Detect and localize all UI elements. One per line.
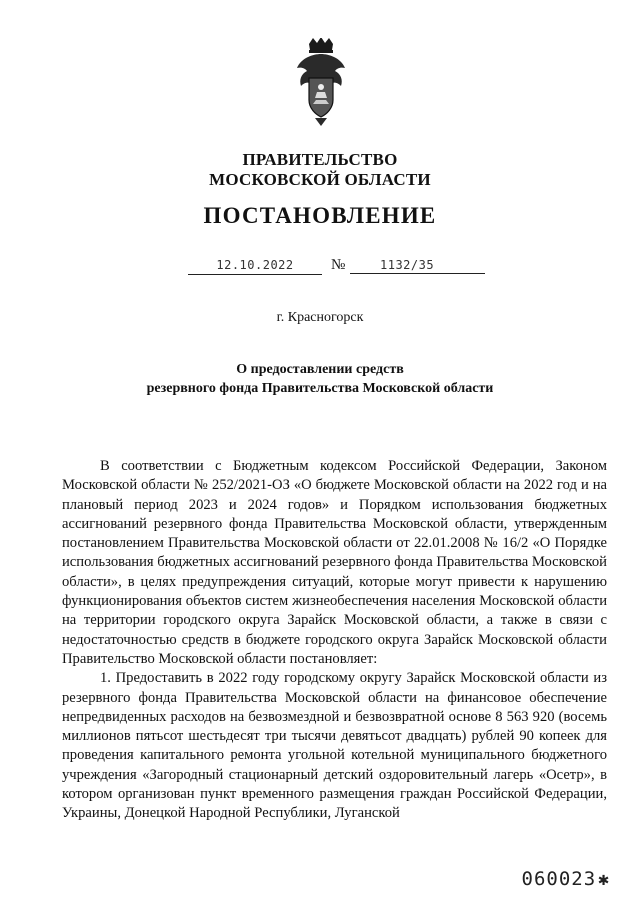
- document-number: 1132/35: [350, 258, 485, 274]
- moscow-oblast-coat-of-arms-icon: [295, 38, 347, 128]
- body-paragraph-item-1: 1. Предоставить в 2022 году городскому округу Зарайск Московской области из резервного фонда Правительства Московской области на финансовое обеспечение непредвиденных расходов на безвозмездной и безвозвратной основе 8 563 920 (восемь миллионов пятьсот шестьдесят три тысячи девятьсот двадцать) рублей 90 копеек для проведения капитального ремонта угольной котельной муниципального бюджетного учреждения «Загородный стационарный детский оздоровительный лагерь «Осетр», в котором организован пункт временного размещения граждан Российской Федерации, Украины, Донецкой Народной Республики, Луганской: [62, 670, 607, 822]
- body-paragraph-preamble: В соответствии с Бюджетным кодексом Российской Федерации, Законом Московской области № 252/2021-ОЗ «О бюджете Московской области на 2022 год и на плановый период 2023 и 2024 годов» и Порядком использования бюджетных ассигнований резервного фонда Правительства Московской области, утвержденным постановлением Правительства Московской области от 22.01.2008 № 16/2 «О Порядке использования бюджетных ассигнований резервного фонда Правительства Московской области», в целях предупреждения ситуаций, которые могут привести к нарушению функционирования объектов систем жизнеобеспечения населения Московской области на территории городского округа Зарайск Московской области, а также в связи с недостаточностью средств в бюджете городского округа Зарайск Московской области Правительство Московской области постановляет:: [62, 458, 607, 667]
- document-date: 12.10.2022: [188, 258, 322, 275]
- city-name: г. Красногорск: [276, 310, 364, 325]
- asterisk-star-icon: ✱: [598, 869, 610, 890]
- government-name-line1: ПРАВИТЕЛЬСТВО: [242, 150, 398, 169]
- subject-line2: резервного фонда Правительства Московской области: [146, 381, 494, 396]
- serial-number: 060023: [521, 868, 597, 890]
- subject-line1: О предоставлении средств: [236, 362, 404, 377]
- serial-number-stamp: [522, 868, 610, 890]
- number-sign: №: [331, 257, 346, 273]
- document-body: [62, 457, 607, 824]
- government-name-line2: МОСКОВСКОЙ ОБЛАСТИ: [209, 170, 431, 189]
- document-type-title: ПОСТАНОВЛЕНИЕ: [203, 203, 437, 228]
- registration-line: [188, 258, 488, 278]
